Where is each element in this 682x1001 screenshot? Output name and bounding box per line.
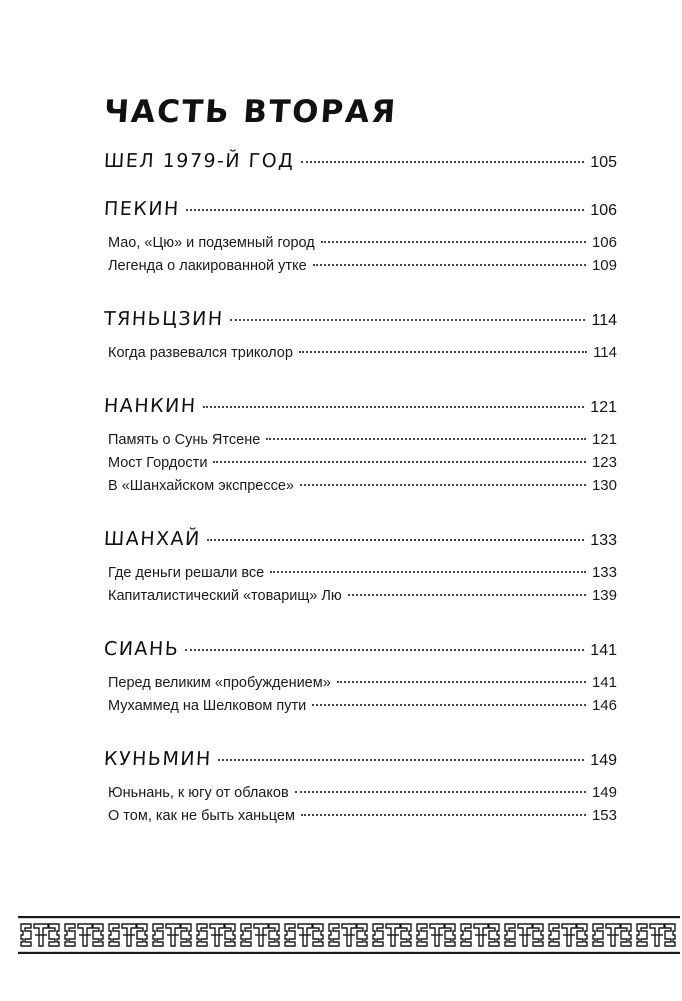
toc-section-title: Где деньги решали все [108, 565, 265, 581]
toc-section-page: 146 [591, 697, 617, 714]
toc-section-page: 123 [591, 454, 617, 471]
toc-intro-entry[interactable] [104, 150, 617, 178]
toc-section-page: 139 [591, 587, 617, 604]
toc-section-title: Память о Сунь Ятсене [108, 432, 261, 448]
dot-leader [213, 461, 586, 463]
dot-leader [207, 539, 584, 541]
toc-section-page: 133 [591, 564, 617, 581]
toc-chapter-page: 114 [591, 312, 617, 329]
toc-section-title: Юньнань, к югу от облаков [108, 785, 289, 801]
toc-section-list [104, 564, 617, 610]
dot-leader [301, 161, 585, 163]
toc-chapter-page: 141 [590, 642, 617, 659]
toc-section-entry[interactable] [108, 697, 617, 720]
dot-leader [295, 791, 586, 793]
dot-leader [203, 406, 585, 408]
dot-leader [266, 438, 586, 440]
toc-chapter-entry[interactable] [104, 395, 617, 423]
toc-section-title: Легенда о лакированной утке [108, 258, 307, 274]
toc-chapter-page: 121 [590, 399, 617, 416]
dot-leader [186, 209, 585, 211]
toc-intro-page: 105 [590, 154, 617, 171]
toc-section-title: Мост Гордости [108, 455, 208, 471]
toc-section-page: 153 [591, 807, 617, 824]
toc-section-title: О том, как не быть ханьцем [108, 808, 295, 824]
toc-section-entry[interactable] [108, 234, 617, 257]
toc-chapter [104, 748, 617, 830]
toc-section-list [104, 674, 617, 720]
toc-section-page: 130 [591, 477, 617, 494]
toc-chapter-title: ТЯНЬЦЗИН [103, 308, 225, 330]
toc-section-entry[interactable] [108, 564, 617, 587]
dot-leader [270, 571, 586, 573]
part-title: ЧАСТЬ ВТОРАЯ [102, 94, 399, 130]
toc-chapter [104, 198, 617, 280]
dot-leader [301, 814, 586, 816]
dot-leader [299, 351, 587, 353]
toc-chapter [104, 308, 617, 367]
toc-chapter-entry[interactable] [104, 198, 617, 226]
toc-chapter-page: 106 [590, 202, 617, 219]
toc-chapter-title: ШАНХАЙ [103, 528, 202, 550]
chinese-fret-border-icon [18, 915, 680, 955]
toc-section-page: 114 [593, 344, 617, 361]
toc-section-list [104, 784, 617, 830]
toc-section-list [104, 234, 617, 280]
dot-leader [321, 241, 586, 243]
toc-section-page: 149 [591, 784, 617, 801]
toc-section-entry[interactable] [108, 587, 617, 610]
dot-leader [313, 264, 586, 266]
toc-chapter-title: НАНКИН [103, 395, 198, 417]
toc-chapter-title: СИАНЬ [103, 638, 180, 660]
toc-chapter-title: ПЕКИН [103, 198, 181, 220]
toc-chapter-entry[interactable] [104, 528, 617, 556]
toc-section-page: 141 [591, 674, 617, 691]
dot-leader [218, 759, 585, 761]
toc-section-entry[interactable] [108, 431, 617, 454]
toc-section-list [104, 431, 617, 500]
toc-section-title: Мухаммед на Шелковом пути [108, 698, 307, 714]
toc-section-title: Когда развевался триколор [108, 345, 293, 361]
toc-chapter-page: 149 [590, 752, 617, 769]
dot-leader [348, 594, 586, 596]
dot-leader [185, 649, 584, 651]
table-of-contents [104, 150, 617, 858]
toc-section-title: Перед великим «пробуждением» [108, 675, 331, 691]
toc-section-page: 106 [591, 234, 617, 251]
toc-section-title: Капиталистический «товарищ» Лю [108, 588, 342, 604]
toc-chapter-title: КУНЬМИН [103, 748, 213, 770]
toc-section-page: 109 [591, 257, 617, 274]
dot-leader [337, 681, 586, 683]
toc-chapter [104, 395, 617, 500]
toc-section-page: 121 [591, 431, 617, 448]
toc-section-entry[interactable] [108, 784, 617, 807]
toc-section-entry[interactable] [108, 674, 617, 697]
toc-chapter-entry[interactable] [104, 308, 617, 336]
toc-chapter-entry[interactable] [104, 748, 617, 776]
toc-section-title: В «Шанхайском экспрессе» [108, 478, 294, 494]
toc-section-entry[interactable] [108, 477, 617, 500]
toc-section-entry[interactable] [108, 454, 617, 477]
toc-chapter-entry[interactable] [104, 638, 617, 666]
toc-section-entry[interactable] [108, 344, 617, 367]
dot-leader [300, 484, 586, 486]
toc-chapter [104, 638, 617, 720]
dot-leader [230, 319, 586, 321]
toc-section-title: Мао, «Цю» и подземный город [108, 235, 315, 251]
toc-chapter-page: 133 [590, 532, 617, 549]
dot-leader [312, 704, 586, 706]
toc-section-entry[interactable] [108, 807, 617, 830]
toc-section-entry[interactable] [108, 257, 617, 280]
toc-chapter [104, 528, 617, 610]
toc-intro-title: ШЕЛ 1979-Й ГОД [103, 150, 296, 172]
toc-section-list [104, 344, 617, 367]
